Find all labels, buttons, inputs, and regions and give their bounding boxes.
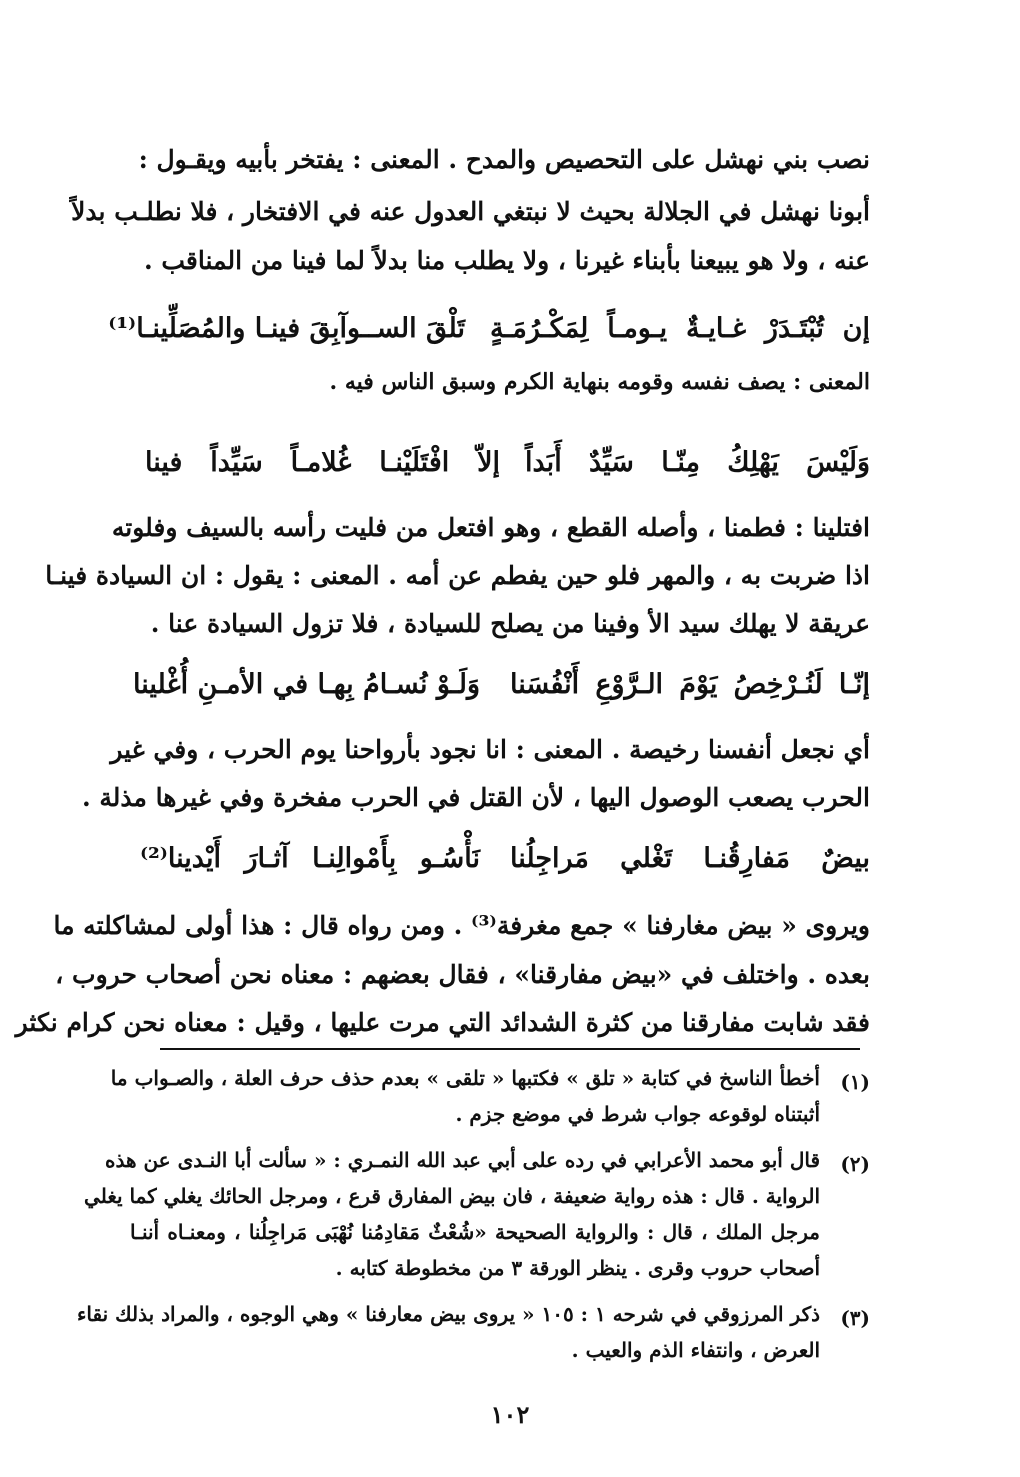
text-line: نصب بني نهشل على التحصيص والمدح . المعنى : يفتخر بأبيه ويقـول :: [138, 145, 870, 174]
text-line: افتلينا : فطمنا ، وأصله القطع ، وهو افتعل من فليت رأسه بالسيف وفلوته: [111, 513, 870, 542]
page-number: ١٠٢: [490, 1400, 530, 1429]
verse-hemistich-second: نَأْسُـو بِأَمْوالِنـا آثـارَ أَيْدينا⁽²⁾: [140, 843, 480, 874]
text-line: ويروى « بيض مغارفنا » جمع مغرفة⁽³⁾ . ومن رواه قال : هذا أولى لمشاكلته ما: [53, 911, 870, 940]
footnote-line: أثبتناه لوقوعه جواب شرط في موضع جزم .: [455, 1102, 820, 1126]
verse-hemistich-second: وَلَـوْ نُسـامُ بِهـا في الأمـنِ أُغْلينا: [133, 669, 480, 700]
verse-hemistich-first: وَلَيْسَ يَهْلِكُ مِنّـا سَيِّدٌ أَبَداً: [525, 447, 870, 478]
verse-hemistich-second: تَلْقَ الســوآبِقَ فينـا والمُصَلِّينـا⁽¹⁾: [108, 313, 465, 344]
verse-comment: المعنى : يصف نفسه وقومه بنهاية الكرم وسبق الناس فيه .: [329, 369, 870, 395]
footnote-number: (٢): [840, 1152, 870, 1176]
footnote-line: أصحاب حروب وقرى . ينظر الورقة ٣ من مخطوطة كتابه .: [335, 1256, 820, 1280]
verse-hemistich-first: بيضٌ مَفارِقُنـا تَغْلي مَراجِلُنا: [510, 843, 870, 874]
text-line: اذا ضربت به ، والمهر فلو حين يفطم عن أمه . المعنى : يقول : ان السيادة فينـا: [45, 561, 870, 590]
footnote-separator: [160, 1048, 860, 1050]
text-line: عريقة لا يهلك سيد الأ وفينا من يصلح للسيادة ، فلا تزول السيادة عنا .: [150, 609, 870, 638]
verse-hemistich-first: إن تُبْتَـدَرْ غـايـةٌ يـومـاً لِمَكْـرُمَـةٍ: [490, 313, 870, 344]
footnote-line: الرواية . قال : هذه رواية ضعيفة ، فان بيض المفارق قرع ، ومرجل الحائك يغلي كما يغلي: [84, 1184, 820, 1208]
text-line: أبونا نهشل في الجلالة بحيث لا نبتغي العدول عنه في الافتخار ، فلا نطلـب بدلاً: [71, 197, 870, 226]
footnote-line: مرجل الملك ، قال : والرواية الصحيحة «شُعْثٌ مَقادِمُنا نُهْبَى مَراجِلُنا ، ومعنـاه أننـا: [130, 1220, 820, 1244]
text-line: فقد شابت مفارقنا من كثرة الشدائد التي مرت عليها ، وقيل : معناه نحن كرام نكثر: [15, 1008, 870, 1037]
text-line: أي نجعل أنفسنا رخيصة . المعنى : انا نجود بأرواحنا يوم الحرب ، وفي غير: [110, 735, 870, 764]
verse-hemistich-second: إلاّ افْتَلَيْنـا غُلامـاً سَيِّداً فينا: [145, 447, 500, 478]
text-line: الحرب يصعب الوصول اليها ، لأن القتل في الحرب مفخرة وفي غيرها مذلة .: [81, 783, 870, 812]
footnote-number: (٣): [840, 1306, 870, 1330]
text-line: بعده . واختلف في «بيض مفارقنا» ، فقال بعضهم : معناه نحن أصحاب حروب ،: [55, 960, 870, 989]
footnote-line: أخطأ الناسخ في كتابة « تلق » فكتبها « تلقى » بعدم حذف حرف العلة ، والصـواب ما: [110, 1066, 820, 1090]
footnote-number: (١): [840, 1070, 870, 1094]
verse-hemistich-first: إنّـا لَنُـرْخِصُ يَوْمَ الـرَّوْعِ أَنْفُسَنا: [510, 669, 870, 700]
footnote-line: قال أبو محمد الأعرابي في رده على أبي عبد الله النمـري : « سألت أبا النـدى عن هذه: [104, 1148, 820, 1172]
text-line: عنه ، ولا هو يبيعنا بأبناء غيرنا ، ولا يطلب منا بدلاً لما فينا من المناقب .: [143, 246, 870, 275]
footnote-line: ذكر المرزوقي في شرحه ١ : ١٠٥ « يروى بيض معارفنا » وهي الوجوه ، والمراد بذلك نقاء: [77, 1302, 820, 1326]
footnote-line: العرض ، وانتفاء الذم والعيب .: [571, 1338, 820, 1362]
